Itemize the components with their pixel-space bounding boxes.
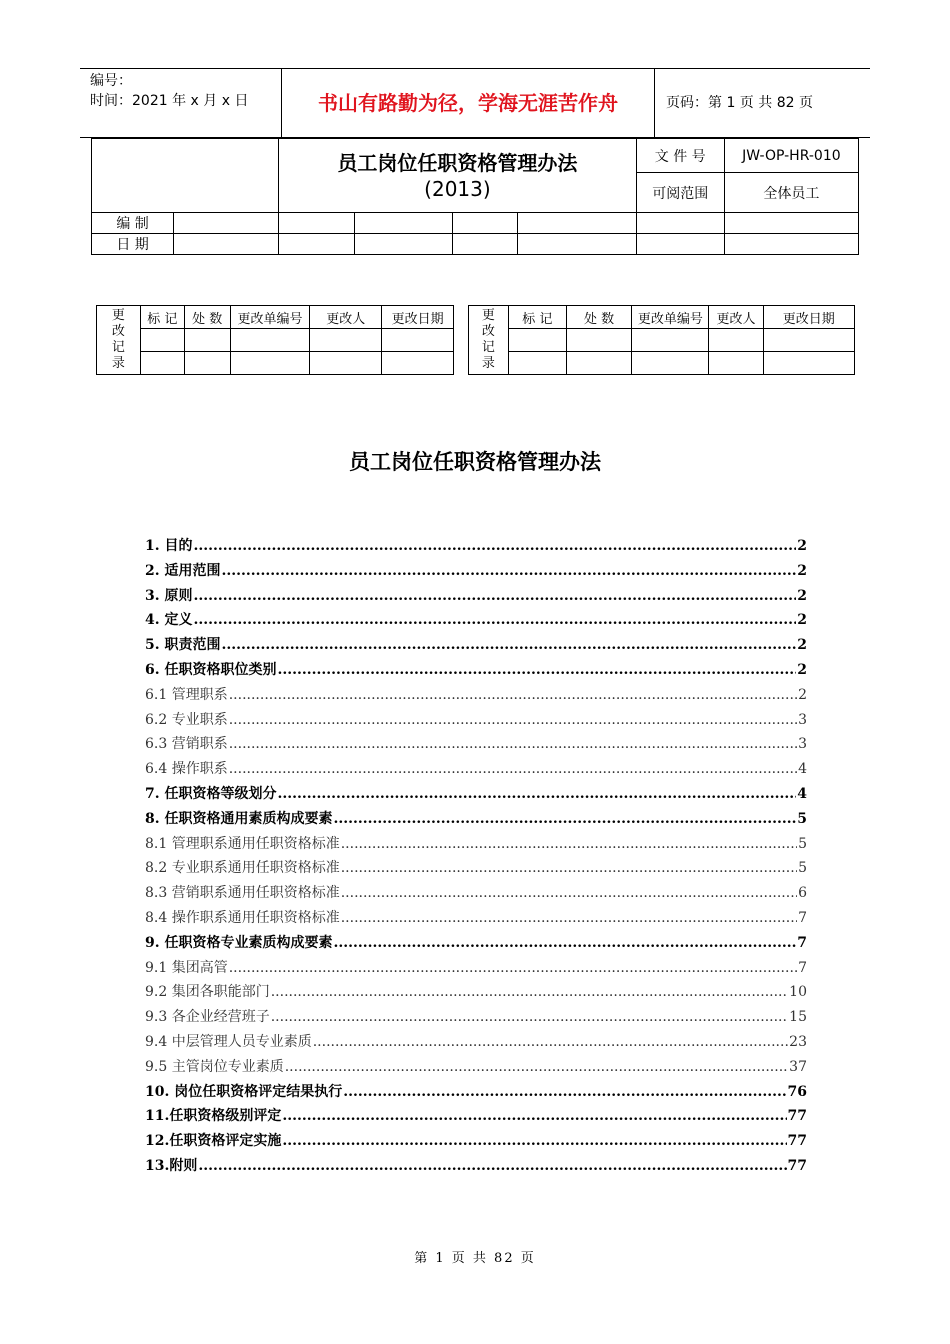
toc-entry-label: 5. 职责范围: [145, 637, 221, 654]
col-change-no: 更改单编号: [632, 306, 709, 329]
toc-entry[interactable]: [145, 535, 807, 560]
toc-entry-label: 9. 任职资格专业素质构成要素: [145, 934, 333, 951]
toc-entry[interactable]: [145, 634, 807, 659]
toc-entry-page: 76: [787, 1083, 807, 1100]
page-header: [80, 68, 870, 138]
scope-label: 可阅范围: [636, 173, 724, 213]
toc-entry-label: 7. 任职资格等级划分: [145, 785, 277, 802]
toc-entry-page: 15: [789, 1009, 807, 1026]
col-count: 处 数: [566, 306, 632, 329]
toc-entry-label: 9.4 中层管理人员专业素质: [145, 1033, 312, 1050]
toc-entry-label: 6. 任职资格职位类别: [145, 661, 277, 678]
toc-entry-page: 2: [797, 587, 807, 604]
toc-leader-dots: [194, 538, 797, 554]
toc-entry[interactable]: [145, 1105, 807, 1130]
col-changer: 更改人: [310, 306, 382, 329]
toc-entry[interactable]: [145, 857, 807, 882]
toc-entry-page: 6: [798, 885, 807, 902]
toc-leader-dots: [229, 736, 797, 752]
toc-entry-page: 4: [798, 761, 807, 778]
toc-entry-page: 2: [797, 562, 807, 579]
time-label: 时间：2021 年 x 月 x 日: [90, 93, 249, 109]
toc-entry-page: 7: [798, 909, 807, 926]
toc-leader-dots: [282, 1108, 786, 1124]
toc-entry-label: 8.4 操作职系通用任职资格标准: [145, 909, 340, 926]
toc-entry-label: 9.2 集团各职能部门: [145, 984, 270, 1001]
toc-entry[interactable]: [145, 957, 807, 982]
toc-leader-dots: [341, 860, 797, 876]
col-mark: 标 记: [508, 306, 566, 329]
toc-leader-dots: [198, 1158, 786, 1174]
toc-entry-page: 23: [789, 1033, 807, 1050]
toc-entry-label: 1. 目的: [145, 538, 193, 554]
toc-entry-page: 7: [798, 959, 807, 976]
toc-entry[interactable]: [145, 833, 807, 858]
toc-leader-dots: [282, 1133, 786, 1149]
toc-entry-page: 2: [797, 661, 807, 678]
toc-entry-page: 10: [789, 984, 807, 1001]
toc-entry-label: 8.1 管理职系通用任职资格标准: [145, 835, 340, 852]
toc-entry-label: 13.附则: [145, 1157, 198, 1174]
toc-entry[interactable]: [145, 659, 807, 684]
date-label: 日 期: [92, 234, 174, 255]
page-info: 页码：第 1 页 共 82 页: [666, 95, 813, 111]
change-record-table-right: [468, 305, 855, 375]
toc-leader-dots: [229, 712, 797, 728]
toc-leader-dots: [278, 786, 797, 802]
toc-entry-page: 4: [797, 785, 807, 802]
toc-entry-page: 2: [797, 538, 807, 554]
toc-entry-page: 5: [798, 860, 807, 877]
change-record-label: 更 改 记 录: [469, 306, 509, 375]
toc-entry-label: 9.1 集团高管: [145, 959, 228, 976]
toc-leader-dots: [222, 563, 797, 579]
toc-leader-dots: [334, 811, 797, 827]
toc-entry-page: 7: [797, 934, 807, 951]
file-number: JW-OP-HR-010: [724, 139, 858, 173]
toc-entry[interactable]: [145, 1031, 807, 1056]
toc-entry[interactable]: [145, 1056, 807, 1081]
toc-leader-dots: [341, 885, 797, 901]
toc-leader-dots: [194, 588, 797, 604]
toc-entry-label: 8.2 专业职系通用任职资格标准: [145, 860, 340, 877]
toc-entry-label: 6.4 操作职系: [145, 761, 228, 778]
toc-entry-label: 12.任职资格评定实施: [145, 1133, 282, 1150]
toc-entry[interactable]: [145, 981, 807, 1006]
toc-entry[interactable]: [145, 758, 807, 783]
toc-entry-page: 37: [789, 1058, 807, 1075]
toc-entry-label: 8. 任职资格通用素质构成要素: [145, 810, 333, 827]
toc-entry[interactable]: [145, 1155, 807, 1180]
toc-entry-label: 9.3 各企业经营班子: [145, 1009, 270, 1026]
col-mark: 标 记: [140, 306, 184, 329]
toc-entry-page: 5: [798, 835, 807, 852]
compile-label: 编 制: [92, 213, 174, 234]
toc-leader-dots: [271, 1009, 788, 1025]
toc-leader-dots: [341, 836, 797, 852]
col-count: 处 数: [184, 306, 230, 329]
toc-entry-label: 4. 定义: [145, 612, 193, 629]
toc-leader-dots: [285, 1059, 788, 1075]
toc-entry[interactable]: [145, 585, 807, 610]
page-footer: 第 1 页 共 82 页: [414, 1251, 536, 1266]
toc-entry-page: 2: [798, 686, 807, 703]
toc-entry-page: 5: [797, 810, 807, 827]
change-record-label: 更 改 记 录: [97, 306, 141, 375]
toc-leader-dots: [222, 637, 797, 653]
scope-value: 全体员工: [724, 173, 858, 213]
toc-entry[interactable]: [145, 882, 807, 907]
motto: 书山有路勤为径，学海无涯苦作舟: [282, 69, 655, 137]
toc-leader-dots: [229, 761, 797, 777]
col-change-date: 更改日期: [382, 306, 454, 329]
toc-entry[interactable]: [145, 1006, 807, 1031]
toc-leader-dots: [271, 984, 788, 1000]
document-year: (2013): [424, 176, 491, 201]
toc-leader-dots: [278, 662, 797, 678]
toc-entry-page: 77: [787, 1108, 807, 1125]
toc-entry[interactable]: [145, 932, 807, 957]
toc-leader-dots: [341, 910, 797, 926]
toc-leader-dots: [229, 960, 797, 976]
table-of-contents: [145, 535, 807, 1180]
toc-entry[interactable]: [145, 709, 807, 734]
document-title: 员工岗位任职资格管理办法: [337, 150, 578, 175]
toc-entry[interactable]: [145, 684, 807, 709]
toc-leader-dots: [343, 1084, 786, 1100]
toc-leader-dots: [194, 612, 797, 628]
toc-entry[interactable]: [145, 560, 807, 585]
toc-entry[interactable]: [145, 1081, 807, 1106]
col-change-date: 更改日期: [763, 306, 854, 329]
toc-entry-label: 3. 原则: [145, 587, 193, 604]
toc-entry[interactable]: [145, 783, 807, 808]
toc-entry-label: 6.1 管理职系: [145, 686, 228, 703]
toc-entry-label: 6.3 营销职系: [145, 736, 228, 753]
col-change-no: 更改单编号: [230, 306, 310, 329]
logo-cell: [92, 139, 279, 213]
number-label: 编号：: [90, 73, 132, 89]
toc-entry-page: 2: [797, 612, 807, 629]
toc-entry-page: 3: [798, 736, 807, 753]
file-number-label: 文 件 号: [636, 139, 724, 173]
toc-entry[interactable]: [145, 609, 807, 634]
toc-entry-page: 77: [787, 1157, 807, 1174]
change-record-table-left: [96, 305, 454, 375]
header-meta: [80, 69, 282, 137]
toc-entry-page: 77: [787, 1133, 807, 1150]
col-changer: 更改人: [709, 306, 763, 329]
toc-leader-dots: [229, 687, 797, 703]
document-title-cell: [279, 139, 636, 213]
toc-entry-label: 10. 岗位任职资格评定结果执行: [145, 1083, 343, 1100]
toc-entry[interactable]: [145, 808, 807, 833]
main-title: 员工岗位任职资格管理办法: [349, 450, 601, 474]
toc-entry[interactable]: [145, 733, 807, 758]
toc-entry-page: 3: [798, 711, 807, 728]
toc-entry-label: 6.2 专业职系: [145, 711, 228, 728]
toc-entry[interactable]: [145, 1130, 807, 1155]
document-info-table: [91, 138, 859, 255]
toc-entry-label: 9.5 主管岗位专业素质: [145, 1058, 284, 1075]
toc-leader-dots: [313, 1034, 788, 1050]
toc-entry-label: 11.任职资格级别评定: [145, 1108, 282, 1125]
toc-leader-dots: [334, 935, 797, 951]
toc-entry[interactable]: [145, 907, 807, 932]
toc-entry-label: 8.3 营销职系通用任职资格标准: [145, 885, 340, 902]
toc-entry-page: 2: [797, 637, 807, 654]
toc-entry-label: 2. 适用范围: [145, 562, 221, 579]
